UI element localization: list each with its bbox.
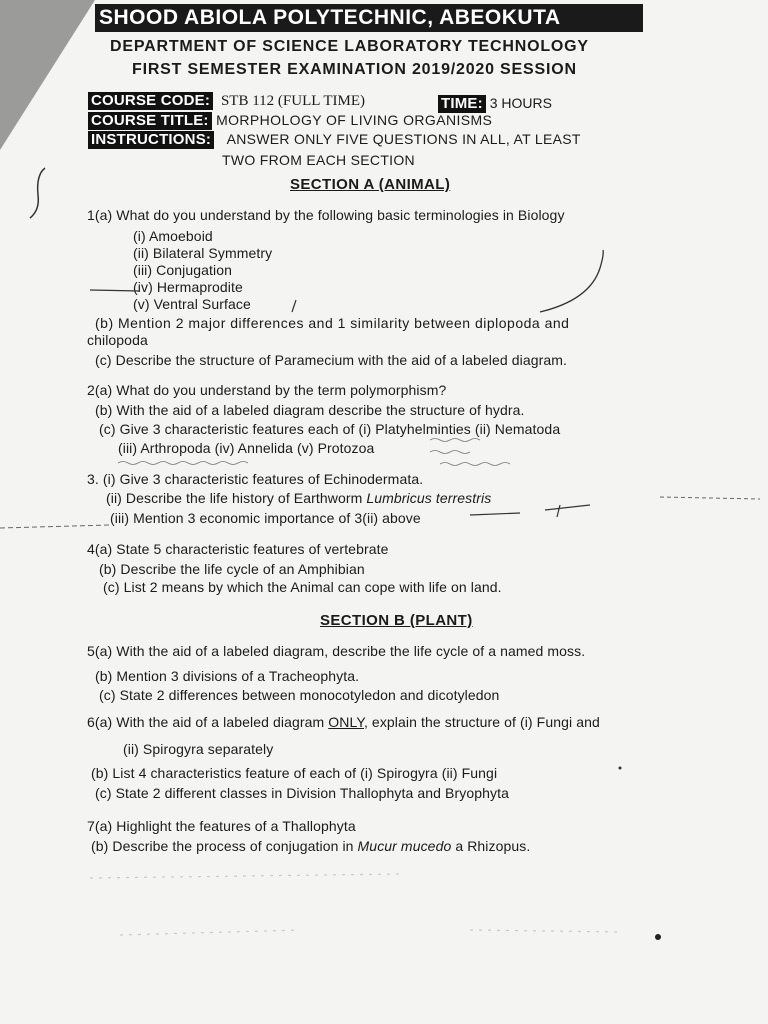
pen-mark-scribble xyxy=(118,462,248,465)
instructions-row xyxy=(88,131,581,149)
question-1b-cont: chilopoda xyxy=(87,332,148,348)
course-code-label: COURSE CODE: xyxy=(88,92,213,110)
q6a-text: 6(a) With the aid of a labeled diagram xyxy=(87,714,329,730)
question-1b: (b) Mention 2 major differences and 1 similarity between diplopoda and xyxy=(95,315,570,331)
pen-mark-tick xyxy=(292,300,296,312)
question-6b: (b) List 4 characteristics feature of each of (i) Spirogyra (ii) Fungi xyxy=(91,765,498,781)
question-1a: 1(a) What do you understand by the following basic terminologies in Biology xyxy=(87,207,565,223)
ink-dot xyxy=(619,767,622,770)
question-5a: 5(a) With the aid of a labeled diagram, describe the life cycle of a named moss. xyxy=(87,643,586,659)
institution-name: SHOOD ABIOLA POLYTECHNIC, ABEOKUTA xyxy=(99,6,561,29)
section-a-title: SECTION A (ANIMAL) xyxy=(290,176,451,193)
q7b-text: (b) Describe the process of conjugation in xyxy=(91,838,358,854)
question-7a: 7(a) Highlight the features of a Thallophyta xyxy=(87,818,356,834)
question-6c: (c) State 2 different classes in Division Thallophyta and Bryophyta xyxy=(95,785,509,801)
q6a-emphasis: ONLY xyxy=(328,714,364,730)
question-2c-cont: (iii) Arthropoda (iv) Annelida (v) Protozoa xyxy=(118,440,375,456)
pen-mark-check xyxy=(540,250,603,312)
pen-mark-line xyxy=(660,497,760,499)
q1a-item: (iii) Conjugation xyxy=(133,262,232,278)
question-4a: 4(a) State 5 characteristic features of vertebrate xyxy=(87,541,389,557)
course-code-value: STB 112 (FULL TIME) xyxy=(220,93,365,109)
pen-mark-bracket xyxy=(30,168,45,218)
time-row xyxy=(438,95,552,113)
ink-dot xyxy=(655,934,661,940)
question-6a-cont: (ii) Spirogyra separately xyxy=(123,741,274,757)
pen-mark-dash xyxy=(470,505,590,517)
time-label: TIME: xyxy=(438,95,486,113)
q1a-item: (i) Amoeboid xyxy=(133,228,213,244)
course-code-row xyxy=(88,92,365,110)
q1a-item: (v) Ventral Surface xyxy=(133,296,251,312)
instructions-line-2: TWO FROM EACH SECTION xyxy=(222,152,415,168)
question-1c: (c) Describe the structure of Paramecium with the aid of a labeled diagram. xyxy=(95,352,568,368)
department-title: DEPARTMENT OF SCIENCE LABORATORY TECHNOLOGY xyxy=(110,38,589,55)
question-2a: 2(a) What do you understand by the term polymorphism? xyxy=(87,382,447,398)
q7b-species: Mucur mucedo xyxy=(357,838,452,854)
question-3iii: (iii) Mention 3 economic importance of 3(ii) above xyxy=(110,510,421,526)
instructions-label: INSTRUCTIONS: xyxy=(88,131,214,149)
question-2b: (b) With the aid of a labeled diagram describe the structure of hydra. xyxy=(95,402,525,418)
course-title-row xyxy=(88,112,492,130)
instructions-line-1: ANSWER ONLY FIVE QUESTIONS IN ALL, AT LEAST xyxy=(226,131,581,147)
question-3i: 3. (i) Give 3 characteristic features of Echinodermata. xyxy=(87,471,424,487)
time-value: 3 HOURS xyxy=(489,95,552,111)
exam-title: FIRST SEMESTER EXAMINATION 2019/2020 SESSION xyxy=(132,61,577,78)
q1a-item: (iv) Hermaprodite xyxy=(133,279,243,295)
q6a-text-end: , explain the structure of (i) Fungi and xyxy=(363,714,600,730)
question-3ii-text: (ii) Describe the life history of Earthworm xyxy=(106,490,367,506)
pen-mark-scribble xyxy=(430,439,510,466)
question-4b: (b) Describe the life cycle of an Amphibian xyxy=(99,561,365,577)
species-name: Lumbricus terrestris xyxy=(366,490,492,506)
scan-shadow xyxy=(0,0,95,150)
course-title-label: COURSE TITLE: xyxy=(88,112,212,130)
q7b-text-end: a Rhizopus. xyxy=(451,838,531,854)
section-b-title: SECTION B (PLANT) xyxy=(320,612,473,629)
q1a-item: (ii) Bilateral Symmetry xyxy=(133,245,273,261)
question-7b xyxy=(91,838,530,854)
pen-mark-line xyxy=(0,525,110,528)
question-3ii xyxy=(106,490,491,506)
question-5b: (b) Mention 3 divisions of a Tracheophyta. xyxy=(95,668,360,684)
question-6a xyxy=(87,714,600,730)
question-4c: (c) List 2 means by which the Animal can cope with life on land. xyxy=(103,579,502,595)
question-2c: (c) Give 3 characteristic features each of (i) Platyhelminties (ii) Nematoda xyxy=(99,421,561,437)
bleed-through xyxy=(90,874,620,935)
question-5c: (c) State 2 differences between monocotyledon and dicotyledon xyxy=(99,687,500,703)
institution-banner xyxy=(95,4,643,32)
course-title-value: MORPHOLOGY OF LIVING ORGANISMS xyxy=(216,112,493,128)
